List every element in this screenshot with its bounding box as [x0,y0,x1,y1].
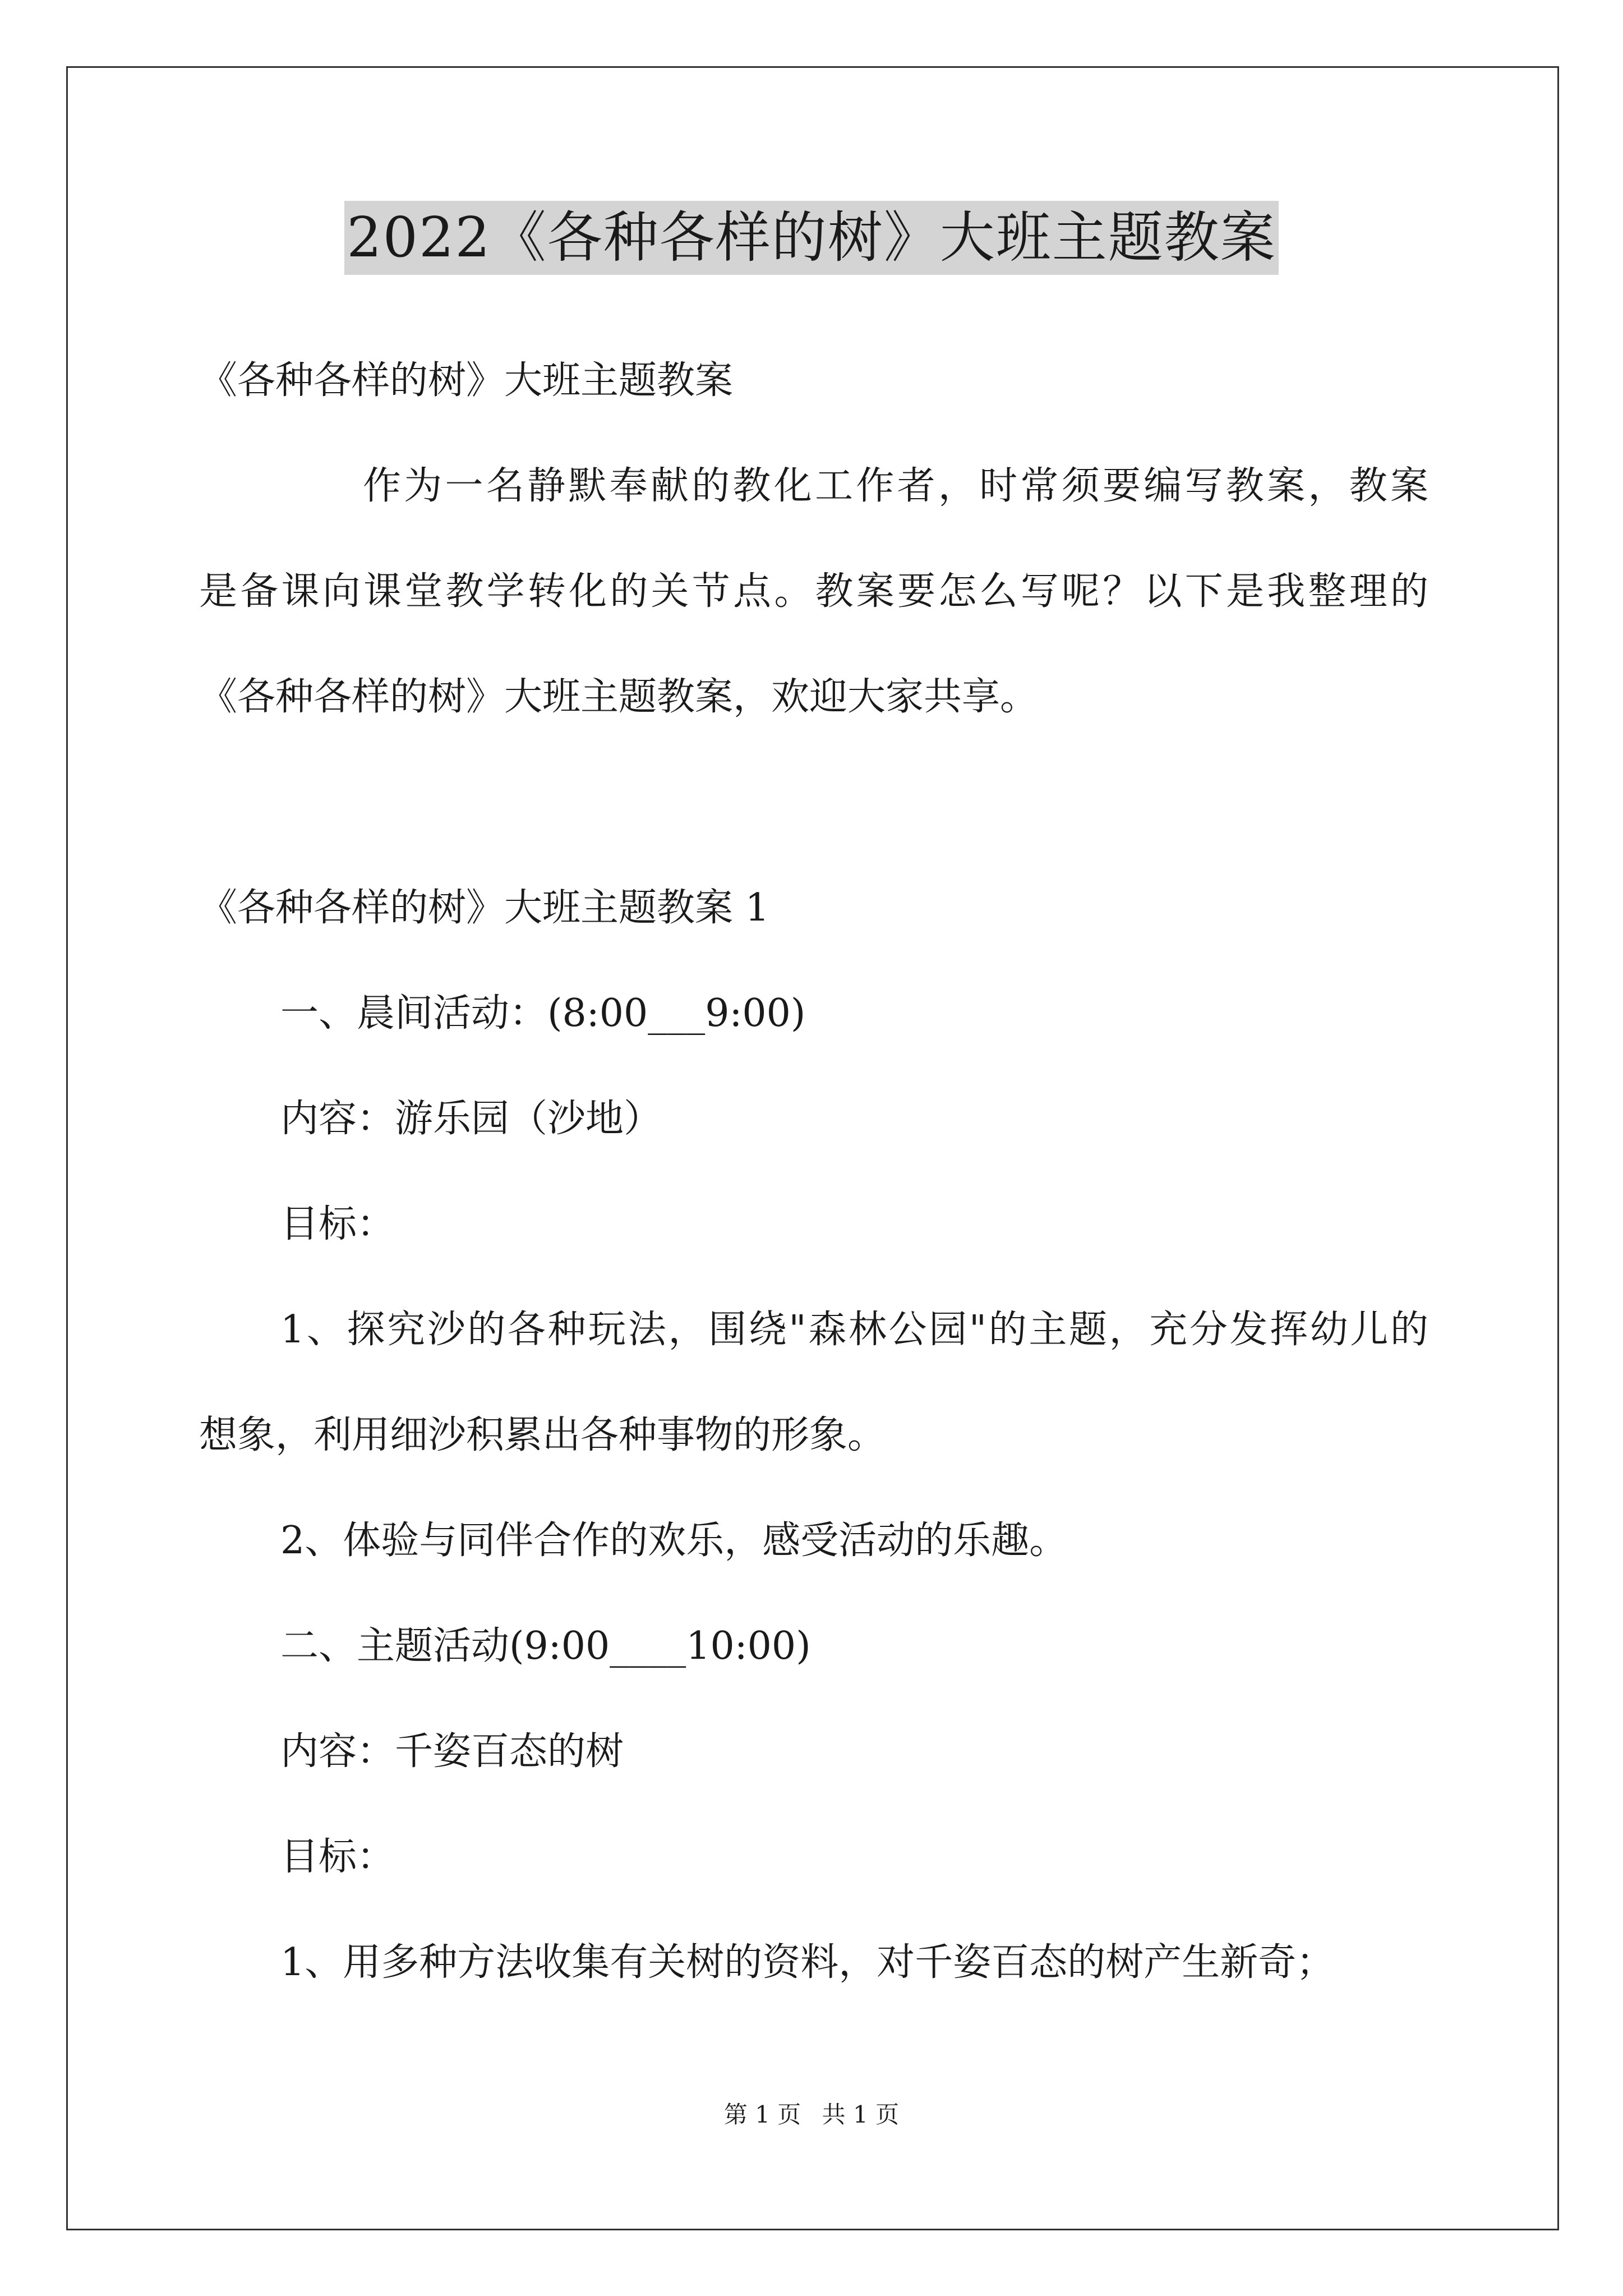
body-line-6: 2、体验与同伴合作的欢乐，感受活动的乐趣。 [280,1519,1068,1563]
body-line-10: 1、用多种方法收集有关树的资料，对千姿百态的树产生新奇； [280,1940,1335,1985]
body-line-3: 目标： [280,1202,395,1246]
title-container [0,201,1623,275]
intro-line-1: 作为一名静默奉献的教化工作者，时常须要编写教案，教案 [363,464,1428,508]
page-number: 第 1 页 [723,2101,801,2128]
page-footer [0,2099,1623,2131]
document-title: 2022《各种各样的树》大班主题教案 [344,201,1278,275]
intro-line-3: 《各种各样的树》大班主题教案，欢迎大家共享。 [199,675,1039,719]
body-line-4: 1、探究沙的各种玩法，围绕"森林公园"的主题，充分发挥幼儿的 [280,1308,1428,1352]
page-total: 共 1 页 [822,2101,900,2128]
body-line-9: 目标： [280,1835,395,1879]
section-heading: 《各种各样的树》大班主题教案 1 [199,886,769,930]
intro-line-2: 是备课向课堂教学转化的关节点。教案要怎么写呢？以下是我整理的 [199,569,1428,614]
body-line-1: 一、晨间活动：(8:00___9:00) [280,991,806,1036]
body-line-2: 内容：游乐园（沙地） [280,1097,662,1141]
body-line-8: 内容：千姿百态的树 [280,1729,624,1774]
body-line-7: 二、主题活动(9:00____10:00) [280,1624,811,1668]
document-subtitle: 《各种各样的树》大班主题教案 [199,358,734,403]
body-line-5: 想象，利用细沙积累出各种事物的形象。 [199,1413,886,1457]
